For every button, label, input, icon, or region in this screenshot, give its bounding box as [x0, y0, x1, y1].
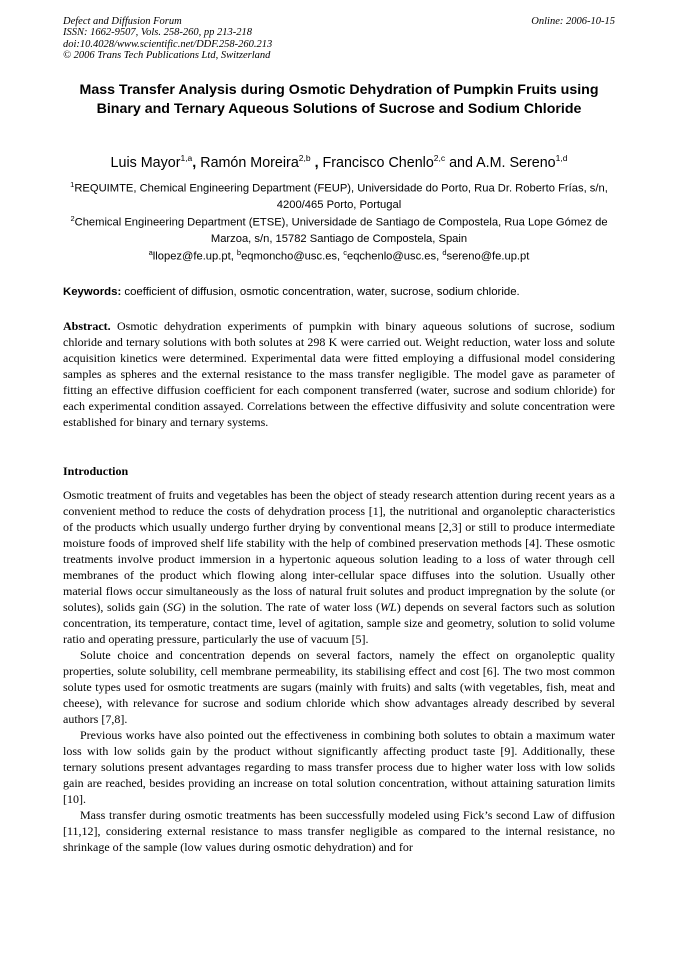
keywords [63, 284, 615, 300]
journal-doi: doi:10.4028/www.scientific.net/DDF.258-260.213 [63, 38, 273, 50]
affiliation-text: Chemical Engineering Department (ETSE), Universidade de Santiago de Compostela, Rua Lope Gómez de Marzoa, s/n, 15782 Santiago de Compostela, Spain [74, 216, 608, 245]
affiliation-1 [63, 177, 615, 213]
journal-issn: ISSN: 1662-9507, Vols. 258-260, pp 213-218 [63, 27, 252, 39]
abstract-text: Osmotic dehydration experiments of pumpkin with binary aqueous solutions of sucrose, sodium chloride and ternary solutions with both solutes at 298 K were carried out. Weight reduction, water loss and solute acquisition kinetics were determined. Experimental data were fitted employing a diffusional model considering samples as spheres and the external resistance to the mass transfer negligible. The model gave as parameter of fitting an effective diffusion coefficient for each component transferred (water, sucrose and sodium chloride) for each experimental condition assayed. Correlations between the effective diffusivity and solute concentration were established for binary and ternary systems. [63, 319, 615, 429]
paper-title: Mass Transfer Analysis during Osmotic Dehydration of Pumpkin Fruits using Binary and Ternary Aqueous Solutions of Sucrose and Sodium Chloride [79, 82, 599, 117]
author-affiliation-mark: 2,b [298, 153, 311, 163]
email-address[interactable]: sereno@fe.up.pt [446, 250, 530, 263]
abstract-label: Abstract. [63, 319, 111, 333]
author-affiliation-mark: 2,c [433, 153, 446, 163]
author-name: Ramón Moreira [200, 154, 299, 171]
journal-header [63, 16, 615, 62]
affiliation-text: REQUIMTE, Chemical Engineering Department (FEUP), Universidade do Porto, Rua Dr. Roberto Frías, s/n, 4200/465 Porto, Portugal [74, 182, 608, 211]
affiliation-2 [63, 211, 615, 247]
keywords-label: Keywords: [63, 286, 122, 298]
section-heading-introduction: Introduction [63, 464, 129, 478]
email-address[interactable]: llopez@fe.up.pt, [152, 250, 237, 263]
author-separator: , [192, 154, 201, 171]
paragraph: Mass transfer during osmotic treatments has been successfully modeled using Fick’s second Law of diffusion [11,12], considering external resistance to mass transfer negligible as compared to the internal resistance, no shrinkage of the sample (low values during osmotic dehydration) and for [63, 808, 615, 854]
paragraph: Previous works have also pointed out the effectiveness in combining both solutes to obtain a maximum water loss with low solids gain by the product without significantly affecting product taste [9]. Additionally, these ternary solutions present advantages regarding to mass transfer process due to higher water loss with low solids gain are reached, besides providing an increase on total solution concentration, without attaining saturation limits [10]. [63, 728, 615, 806]
author-name: Luis Mayor [110, 154, 181, 171]
paragraph-text: Osmotic treatment of fruits and vegetables has been the object of steady research attention during recent years as a convenient method to reduce the costs of dehydration process [1], the nutritional and organoleptic characteristics of the products which usually undergo further drying by conventional means [2,3] or still to produce intermediate moisture foods of improved shelf life stability with the help of combined preservation methods [4]. These osmotic treatments involve product immersion in a hypertonic aqueous solution leading to a loss of water through cell membranes of the product which flowing along inter-cellular space diffuses into the solution. Usually other material flows occur simultaneously as the loss of natural fruit solutes and product impregnation by the solute (or solutes), solids gain ( [63, 488, 615, 614]
author-affiliation-mark: 1,a [180, 153, 193, 163]
author-affiliation-mark: 1,d [555, 153, 568, 163]
author-name: Francisco Chenlo [322, 154, 434, 171]
online-date: Online: 2006-10-15 [531, 16, 615, 27]
symbol-wl: WL [380, 600, 397, 614]
paragraph [63, 487, 615, 647]
abstract [63, 318, 615, 430]
paragraph-text: ) in the solution. The rate of water loss ( [181, 600, 381, 614]
email-mark: d [442, 248, 447, 257]
email-list [63, 245, 615, 265]
paragraph: Solute choice and concentration depends on several factors, namely the effect on organoleptic quality properties, solute solubility, cell membrane permeability, its stabilising effect and cost [6]. The two most common solute types used for osmotic treatments are sugars (mainly with fruits) and salts (with vegetables, fish, meat and cheese), with relevance for sucrose and sodium chloride which show advantages already described by several authors [7,8]. [63, 648, 615, 726]
paragraph-text: ) depends on several factors such as solution concentration, its temperature, contact time, level of agitation, sample size and geometry, solution to solid volume ratio and operating pressure, particularly the use of vacuum [5]. [63, 600, 616, 646]
affiliation-number: 2 [70, 214, 75, 223]
author-separator: and [445, 154, 477, 171]
journal-copyright: © 2006 Trans Tech Publications Ltd, Switzerland [63, 50, 271, 62]
affiliation-number: 1 [70, 180, 75, 189]
author-list [63, 148, 615, 173]
email-address[interactable]: eqmoncho@usc.es, [241, 250, 344, 263]
email-address[interactable]: eqchenlo@usc.es, [346, 250, 443, 263]
email-mark: c [343, 248, 347, 257]
journal-name: Defect and Diffusion Forum [63, 16, 182, 27]
symbol-sg: SG [167, 600, 182, 614]
author-name: A.M. Sereno [476, 154, 556, 171]
email-mark: b [236, 248, 242, 257]
introduction-body [63, 487, 615, 855]
keywords-text: coefficient of diffusion, osmotic concentration, water, sucrose, sodium chloride. [121, 286, 520, 298]
author-separator: , [310, 154, 323, 171]
email-mark: a [148, 248, 153, 257]
